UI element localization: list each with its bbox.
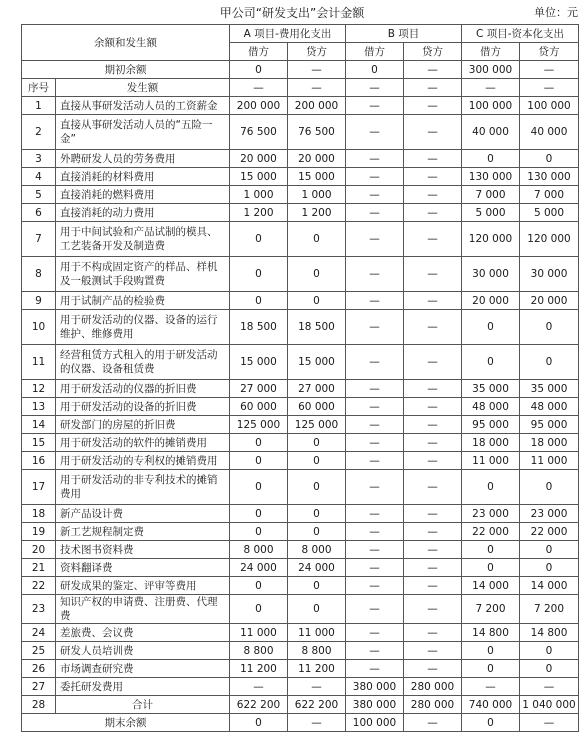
amount-cell: 27 000 <box>288 380 346 398</box>
amount-cell: 0 <box>288 292 346 310</box>
expense-item-name: 委托研发费用 <box>56 678 230 696</box>
amount-cell: 0 <box>288 595 346 624</box>
closing-value: — <box>404 714 462 732</box>
amount-cell: 0 <box>288 222 346 257</box>
rd-expense-table <box>21 24 579 732</box>
expense-item-name: 直接消耗的燃料费用 <box>56 186 230 204</box>
amount-cell: — <box>346 380 404 398</box>
amount-cell: 125 000 <box>230 416 288 434</box>
row-number: 24 <box>22 624 56 642</box>
amount-cell: 0 <box>520 310 579 345</box>
row-number: 3 <box>22 150 56 168</box>
total-amount-cell: 280 000 <box>404 696 462 714</box>
amount-cell: 0 <box>230 470 288 505</box>
amount-cell: 120 000 <box>520 222 579 257</box>
amount-cell: 60 000 <box>288 398 346 416</box>
amount-cell: — <box>346 398 404 416</box>
amount-cell: 8 000 <box>288 541 346 559</box>
amount-cell: 0 <box>230 523 288 541</box>
amount-cell: — <box>404 97 462 115</box>
opening-value: 0 <box>346 61 404 79</box>
row-number: 5 <box>22 186 56 204</box>
opening-value: 0 <box>230 61 288 79</box>
expense-item-name: 市场调查研究费 <box>56 660 230 678</box>
amount-cell: — <box>346 470 404 505</box>
total-amount-cell: 622 200 <box>288 696 346 714</box>
expense-item-name: 用于不构成固定资产的样品、样机及一般测试手段购置费 <box>56 257 230 292</box>
expense-item-name: 外聘研发人员的劳务费用 <box>56 150 230 168</box>
debit-header: 借方 <box>230 43 288 61</box>
row-number: 17 <box>22 470 56 505</box>
debit-header: 借方 <box>462 43 520 61</box>
row-number: 28 <box>22 696 56 714</box>
expense-item-name: 用于研发活动的软件的摊销费用 <box>56 434 230 452</box>
amount-cell: 76 500 <box>230 115 288 150</box>
amount-cell: 125 000 <box>288 416 346 434</box>
amount-cell: — <box>404 115 462 150</box>
amount-cell: — <box>346 204 404 222</box>
expense-item-name: 用于研发活动的仪器的折旧费 <box>56 380 230 398</box>
amount-cell: 0 <box>462 660 520 678</box>
opening-balance-row <box>22 61 579 79</box>
row-number: 23 <box>22 595 56 624</box>
amount-cell: — <box>404 452 462 470</box>
opening-value: 300 000 <box>462 61 520 79</box>
amount-cell: 11 200 <box>230 660 288 678</box>
table-body <box>22 25 579 732</box>
row-number: 18 <box>22 505 56 523</box>
amount-cell: 8 000 <box>230 541 288 559</box>
amount-cell: 14 000 <box>520 577 579 595</box>
table-row <box>22 541 579 559</box>
table-row <box>22 416 579 434</box>
amount-cell: 200 000 <box>230 97 288 115</box>
amount-cell: 18 000 <box>520 434 579 452</box>
amount-cell: — <box>404 222 462 257</box>
amount-cell: 23 000 <box>520 505 579 523</box>
amount-cell: 0 <box>520 642 579 660</box>
expense-item-name: 研发部门的房屋的折旧费 <box>56 416 230 434</box>
row-number: 25 <box>22 642 56 660</box>
amount-cell: 0 <box>520 541 579 559</box>
amount-cell: — <box>404 168 462 186</box>
expense-item-name: 用于研发活动的非专利技术的摊销费用 <box>56 470 230 505</box>
table-row <box>22 204 579 222</box>
report-title-bar <box>0 4 584 22</box>
amount-cell: 95 000 <box>462 416 520 434</box>
amount-cell: — <box>404 398 462 416</box>
amount-cell: 40 000 <box>462 115 520 150</box>
table-row <box>22 660 579 678</box>
expense-item-name: 技术图书资料费 <box>56 541 230 559</box>
amount-cell: 380 000 <box>346 678 404 696</box>
amount-cell: 0 <box>462 559 520 577</box>
amount-cell: 18 000 <box>462 434 520 452</box>
amount-cell: 0 <box>462 150 520 168</box>
table-row <box>22 398 579 416</box>
row-number: 13 <box>22 398 56 416</box>
amount-cell: 48 000 <box>520 398 579 416</box>
closing-value: 100 000 <box>346 714 404 732</box>
amount-cell: 130 000 <box>520 168 579 186</box>
amount-cell: 8 800 <box>288 642 346 660</box>
table-row <box>22 452 579 470</box>
opening-balance-label: 期初余额 <box>22 61 230 79</box>
expense-item-name: 资料翻译费 <box>56 559 230 577</box>
table-row <box>22 470 579 505</box>
expense-item-name: 直接从事研发活动人员的“五险一金” <box>56 115 230 150</box>
amount-cell: — <box>404 292 462 310</box>
amount-cell: — <box>346 577 404 595</box>
amount-cell: 1 200 <box>288 204 346 222</box>
amount-cell: — <box>346 416 404 434</box>
expense-item-name: 直接消耗的材料费用 <box>56 168 230 186</box>
amount-cell: — <box>288 678 346 696</box>
amount-cell: 200 000 <box>288 97 346 115</box>
row-number: 19 <box>22 523 56 541</box>
amount-cell: — <box>346 523 404 541</box>
amount-cell: 23 000 <box>462 505 520 523</box>
amount-cell: 0 <box>230 452 288 470</box>
amount-cell: 5 000 <box>520 204 579 222</box>
credit-header: 贷方 <box>288 43 346 61</box>
amount-cell: 7 200 <box>462 595 520 624</box>
amount-cell: 0 <box>520 150 579 168</box>
total-amount-cell: 740 000 <box>462 696 520 714</box>
row-number: 21 <box>22 559 56 577</box>
amount-cell: 15 000 <box>288 345 346 380</box>
amount-cell: 0 <box>230 222 288 257</box>
amount-cell: 0 <box>520 470 579 505</box>
amount-cell: 0 <box>230 434 288 452</box>
table-row <box>22 168 579 186</box>
row-number: 27 <box>22 678 56 696</box>
row-number: 6 <box>22 204 56 222</box>
amount-cell: 0 <box>230 292 288 310</box>
expense-item-name: 新产品设计费 <box>56 505 230 523</box>
amount-cell: 1 000 <box>230 186 288 204</box>
expense-item-name: 新工艺规程制定费 <box>56 523 230 541</box>
table-row <box>22 434 579 452</box>
amount-cell: 1 200 <box>230 204 288 222</box>
amount-cell: 20 000 <box>288 150 346 168</box>
table-row <box>22 624 579 642</box>
row-number: 1 <box>22 97 56 115</box>
row-number: 15 <box>22 434 56 452</box>
amount-cell: — <box>404 434 462 452</box>
row-number: 26 <box>22 660 56 678</box>
expense-item-name: 用于试制产品的检验费 <box>56 292 230 310</box>
amount-cell: 27 000 <box>230 380 288 398</box>
table-row <box>22 186 579 204</box>
amount-cell: — <box>346 115 404 150</box>
amount-cell: 35 000 <box>462 380 520 398</box>
credit-header: 贷方 <box>404 43 462 61</box>
table-row <box>22 505 579 523</box>
amount-cell: — <box>404 660 462 678</box>
expense-item-name: 差旅费、会议费 <box>56 624 230 642</box>
amount-cell: — <box>404 624 462 642</box>
project-b-header: B 项目 <box>346 25 462 43</box>
expense-item-name: 经营租赁方式租入的用于研发活动的仪器、设备租赁费 <box>56 345 230 380</box>
amount-cell: — <box>404 595 462 624</box>
row-number: 9 <box>22 292 56 310</box>
amount-cell: 0 <box>462 642 520 660</box>
amount-cell: 0 <box>462 541 520 559</box>
amount-cell: — <box>346 541 404 559</box>
amount-cell: 20 000 <box>230 150 288 168</box>
amount-cell: 0 <box>462 310 520 345</box>
amount-cell: 8 800 <box>230 642 288 660</box>
table-row <box>22 292 579 310</box>
amount-cell: 7 000 <box>462 186 520 204</box>
seq-header: 序号 <box>22 79 56 97</box>
amount-cell: 22 000 <box>462 523 520 541</box>
amount-cell: — <box>462 678 520 696</box>
occurrence-header-row <box>22 79 579 97</box>
amount-cell: — <box>346 150 404 168</box>
amount-cell: 0 <box>520 345 579 380</box>
table-row <box>22 115 579 150</box>
expense-item-name: 研发人员培训费 <box>56 642 230 660</box>
dash-cell: — <box>462 79 520 97</box>
amount-cell: 280 000 <box>404 678 462 696</box>
expense-item-name: 用于研发活动的仪器、设备的运行维护、维修费用 <box>56 310 230 345</box>
amount-cell: — <box>404 470 462 505</box>
debit-header: 借方 <box>346 43 404 61</box>
amount-cell: 0 <box>230 577 288 595</box>
row-number: 22 <box>22 577 56 595</box>
amount-cell: 11 000 <box>462 452 520 470</box>
table-row <box>22 310 579 345</box>
amount-cell: 30 000 <box>462 257 520 292</box>
amount-cell: 18 500 <box>288 310 346 345</box>
amount-cell: 0 <box>288 452 346 470</box>
closing-value: 0 <box>230 714 288 732</box>
amount-cell: 24 000 <box>288 559 346 577</box>
amount-cell: — <box>346 222 404 257</box>
amount-cell: — <box>346 595 404 624</box>
amount-cell: — <box>346 434 404 452</box>
amount-cell: — <box>404 204 462 222</box>
amount-cell: 0 <box>230 257 288 292</box>
amount-cell: 0 <box>462 470 520 505</box>
amount-cell: 5 000 <box>462 204 520 222</box>
amount-cell: — <box>404 577 462 595</box>
amount-cell: 20 000 <box>520 292 579 310</box>
amount-cell: — <box>404 416 462 434</box>
amount-cell: — <box>404 642 462 660</box>
row-number: 20 <box>22 541 56 559</box>
amount-cell: 100 000 <box>520 97 579 115</box>
expense-item-name: 用于研发活动的设备的折旧费 <box>56 398 230 416</box>
amount-cell: 22 000 <box>520 523 579 541</box>
closing-balance-label: 期末余额 <box>22 714 230 732</box>
table-row <box>22 97 579 115</box>
closing-value: — <box>520 714 579 732</box>
amount-cell: — <box>346 559 404 577</box>
table-row <box>22 577 579 595</box>
balance-header-cell: 余额和发生额 <box>22 25 230 61</box>
total-amount-cell: 622 200 <box>230 696 288 714</box>
amount-cell: 0 <box>230 505 288 523</box>
amount-cell: 30 000 <box>520 257 579 292</box>
row-number: 4 <box>22 168 56 186</box>
opening-value: — <box>288 61 346 79</box>
amount-cell: — <box>404 380 462 398</box>
row-number: 8 <box>22 257 56 292</box>
opening-value: — <box>520 61 579 79</box>
total-amount-cell: 1 040 000 <box>520 696 579 714</box>
report-title: 甲公司“研发支出”会计金额 <box>219 6 365 20</box>
amount-cell: — <box>520 678 579 696</box>
closing-value: 0 <box>462 714 520 732</box>
opening-value: — <box>404 61 462 79</box>
amount-cell: 76 500 <box>288 115 346 150</box>
amount-cell: 120 000 <box>462 222 520 257</box>
amount-cell: 20 000 <box>462 292 520 310</box>
expense-item-name: 用于研发活动的专利权的摊销费用 <box>56 452 230 470</box>
row-number: 16 <box>22 452 56 470</box>
amount-cell: 15 000 <box>288 168 346 186</box>
amount-cell: 15 000 <box>230 345 288 380</box>
unit-label: 单位：元 <box>534 6 578 19</box>
table-row <box>22 559 579 577</box>
amount-cell: — <box>404 559 462 577</box>
amount-cell: 0 <box>288 434 346 452</box>
amount-cell: 48 000 <box>462 398 520 416</box>
closing-value: — <box>288 714 346 732</box>
amount-cell: 14 000 <box>462 577 520 595</box>
row-number: 12 <box>22 380 56 398</box>
table-row <box>22 380 579 398</box>
amount-cell: — <box>230 678 288 696</box>
amount-cell: — <box>404 186 462 204</box>
dash-cell: — <box>346 79 404 97</box>
amount-cell: — <box>346 310 404 345</box>
expense-item-name: 直接从事研发活动人员的工资薪金 <box>56 97 230 115</box>
table-row <box>22 595 579 624</box>
amount-cell: — <box>404 310 462 345</box>
amount-cell: 11 000 <box>230 624 288 642</box>
amount-cell: 11 000 <box>520 452 579 470</box>
table-row <box>22 222 579 257</box>
amount-cell: 14 800 <box>520 624 579 642</box>
amount-cell: 7 200 <box>520 595 579 624</box>
project-a-header: A 项目-费用化支出 <box>230 25 346 43</box>
dash-cell: — <box>288 79 346 97</box>
amount-cell: — <box>404 150 462 168</box>
amount-cell: 0 <box>288 523 346 541</box>
expense-item-name: 用于中间试验和产品试制的模具、工艺装备开发及制造费 <box>56 222 230 257</box>
amount-cell: 18 500 <box>230 310 288 345</box>
amount-cell: — <box>404 257 462 292</box>
amount-cell: 0 <box>520 660 579 678</box>
amount-cell: — <box>346 452 404 470</box>
amount-cell: — <box>346 292 404 310</box>
amount-cell: — <box>346 345 404 380</box>
amount-cell: 11 200 <box>288 660 346 678</box>
amount-cell: 0 <box>230 595 288 624</box>
amount-cell: 60 000 <box>230 398 288 416</box>
amount-cell: — <box>346 168 404 186</box>
amount-cell: — <box>346 660 404 678</box>
dash-cell: — <box>230 79 288 97</box>
amount-cell: — <box>404 523 462 541</box>
table-row <box>22 523 579 541</box>
table-row <box>22 678 579 696</box>
row-number: 10 <box>22 310 56 345</box>
amount-cell: — <box>346 97 404 115</box>
expense-item-name: 直接消耗的动力费用 <box>56 204 230 222</box>
amount-cell: 130 000 <box>462 168 520 186</box>
dash-cell: — <box>404 79 462 97</box>
amount-cell: — <box>346 257 404 292</box>
table-row <box>22 642 579 660</box>
project-c-header: C 项目-资本化支出 <box>462 25 579 43</box>
amount-cell: 24 000 <box>230 559 288 577</box>
expense-item-name: 知识产权的申请费、注册费、代理费 <box>56 595 230 624</box>
amount-cell: — <box>404 345 462 380</box>
amount-cell: 100 000 <box>462 97 520 115</box>
occurrence-header: 发生额 <box>56 79 230 97</box>
amount-cell: — <box>346 186 404 204</box>
amount-cell: 35 000 <box>520 380 579 398</box>
amount-cell: 11 000 <box>288 624 346 642</box>
row-number: 14 <box>22 416 56 434</box>
amount-cell: 15 000 <box>230 168 288 186</box>
amount-cell: — <box>346 624 404 642</box>
dash-cell: — <box>520 79 579 97</box>
amount-cell: 0 <box>288 577 346 595</box>
amount-cell: 0 <box>288 505 346 523</box>
amount-cell: 14 800 <box>462 624 520 642</box>
amount-cell: 7 000 <box>520 186 579 204</box>
amount-cell: 0 <box>520 559 579 577</box>
closing-balance-row <box>22 714 579 732</box>
amount-cell: 0 <box>288 470 346 505</box>
credit-header: 贷方 <box>520 43 579 61</box>
amount-cell: — <box>404 505 462 523</box>
total-amount-cell: 380 000 <box>346 696 404 714</box>
total-row <box>22 696 579 714</box>
total-label: 合计 <box>56 696 230 714</box>
table-row <box>22 150 579 168</box>
amount-cell: 95 000 <box>520 416 579 434</box>
table-row <box>22 257 579 292</box>
row-number: 2 <box>22 115 56 150</box>
expense-item-name: 研发成果的鉴定、评审等费用 <box>56 577 230 595</box>
row-number: 7 <box>22 222 56 257</box>
amount-cell: 0 <box>288 257 346 292</box>
amount-cell: 1 000 <box>288 186 346 204</box>
amount-cell: — <box>404 541 462 559</box>
amount-cell: 40 000 <box>520 115 579 150</box>
amount-cell: 0 <box>462 345 520 380</box>
amount-cell: — <box>346 505 404 523</box>
amount-cell: — <box>346 642 404 660</box>
table-row <box>22 345 579 380</box>
row-number: 11 <box>22 345 56 380</box>
header-row-projects <box>22 25 579 43</box>
